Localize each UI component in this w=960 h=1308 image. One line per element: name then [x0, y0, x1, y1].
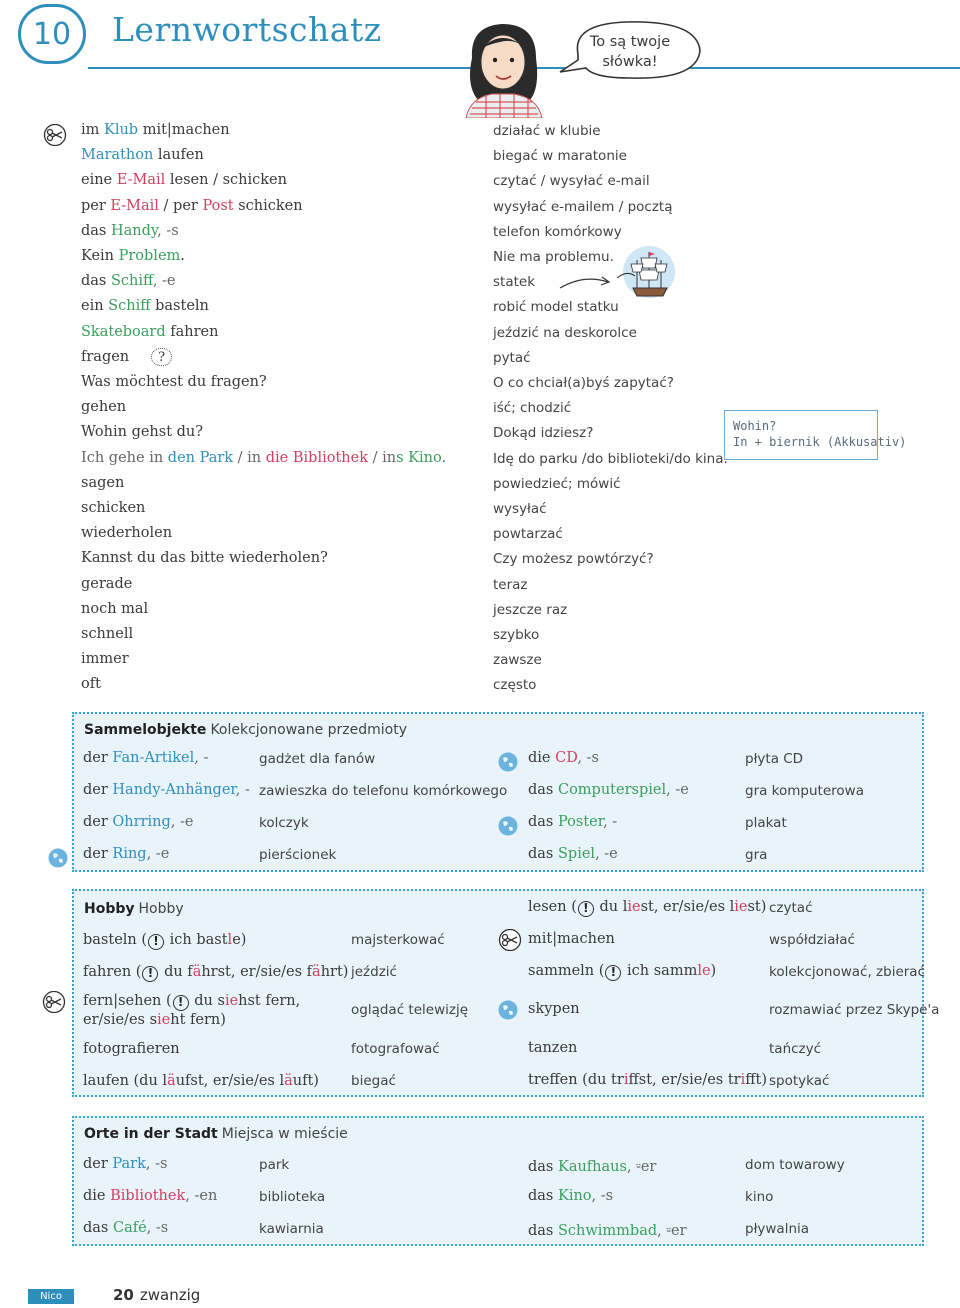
- text-segment: ä: [192, 964, 202, 980]
- text-segment: gerade: [81, 575, 133, 592]
- text-segment: du s: [189, 993, 225, 1009]
- text-segment: sammeln (: [528, 963, 605, 979]
- scissors-icon: [42, 991, 66, 1013]
- vocab-de: [81, 219, 179, 244]
- vocab-pl: Dokąd idziesz?: [493, 425, 594, 442]
- vocab-de: [81, 244, 185, 269]
- text-segment: er/sie/es s: [83, 1012, 158, 1028]
- text-segment: i: [623, 1072, 629, 1088]
- text-segment: Café: [112, 1220, 147, 1236]
- text-segment: Kannst du das bitte wiederholen?: [81, 550, 328, 567]
- text-segment: Ich gehe in: [81, 449, 168, 466]
- vocab-de: [81, 496, 145, 521]
- vocab-de: [81, 622, 133, 647]
- orte-box: [72, 1116, 924, 1246]
- text-segment: ein: [81, 298, 109, 315]
- exclamation-icon: !: [173, 995, 189, 1011]
- hobby-right-pl: spotykać: [769, 1073, 830, 1089]
- text-segment: , -e: [666, 782, 689, 798]
- text-segment: schicken: [81, 500, 146, 516]
- exclamation-icon: !: [148, 934, 164, 950]
- text-segment: ä: [284, 1073, 293, 1089]
- text-segment: fern|sehen (: [83, 993, 172, 1009]
- hobby-right-de: [528, 1001, 580, 1017]
- text-segment: per: [81, 197, 111, 214]
- section-title-pl: Kolekcjonowane przedmioty: [210, 722, 408, 738]
- text-segment: das: [528, 1159, 558, 1175]
- section-title: [84, 901, 184, 917]
- vocab-de: [81, 647, 129, 672]
- text-segment: das: [528, 1188, 558, 1204]
- sammelobjekte-box: [72, 712, 924, 872]
- text-segment: wiederholen: [81, 525, 173, 542]
- text-segment: Kino: [557, 1188, 592, 1204]
- text-segment: hrst, er/sie/es f: [201, 964, 313, 980]
- text-segment: E-Mail: [110, 197, 159, 214]
- vocab-pl: jeszcze raz: [493, 601, 568, 618]
- text-segment: , -en: [185, 1188, 218, 1204]
- text-segment: gehen: [81, 399, 127, 416]
- sammel-right-pl: plakat: [745, 815, 787, 831]
- text-segment: , -e: [152, 273, 176, 290]
- section-title-pl: Miejsca w mieście: [221, 1126, 348, 1142]
- text-segment: Was möchtest du fragen?: [81, 374, 267, 390]
- vocab-pl: zawsze: [493, 652, 542, 669]
- pointer-arrow-icon: [558, 272, 612, 292]
- text-segment: fahren: [165, 323, 219, 340]
- page-number-word: zwanzig: [139, 1286, 201, 1304]
- vocab-de: [81, 521, 172, 546]
- text-segment: , -e: [170, 814, 194, 830]
- text-segment: treffen (du tr: [528, 1072, 624, 1088]
- text-segment: Post: [202, 197, 234, 214]
- text-segment: der: [83, 782, 113, 798]
- text-segment: ie: [627, 899, 641, 915]
- text-segment: tanzen: [528, 1040, 578, 1056]
- text-segment: , -e: [146, 846, 170, 862]
- text-segment: ich samm: [622, 963, 698, 979]
- text-segment: .: [441, 449, 447, 466]
- text-segment: Ring: [112, 846, 147, 862]
- sammel-right-pl: płyta CD: [745, 751, 804, 767]
- wohin-note: [724, 410, 907, 460]
- text-segment: der: [83, 814, 113, 830]
- vocab-pl: Czy możesz powtórzyć?: [493, 551, 654, 568]
- wohin-note-text: In + biernik (Akkusativ): [733, 435, 907, 449]
- bubble-line-2: słówka!: [602, 54, 658, 70]
- text-segment: das: [81, 273, 111, 290]
- vocab-pl: telefon komórkowy: [493, 223, 622, 240]
- text-segment: Handy: [110, 222, 158, 239]
- vocab-pl: Nie ma problemu.: [493, 249, 614, 265]
- text-segment: das: [528, 1223, 558, 1239]
- text-segment: basteln (: [83, 932, 148, 948]
- hobby-left-pl: biegać: [351, 1073, 396, 1089]
- orte-right-de: [528, 1156, 656, 1176]
- text-segment: ie: [157, 1012, 171, 1028]
- page-number-digits: 20: [113, 1286, 134, 1304]
- globe-icon: [498, 752, 518, 772]
- hobby-left-de: [83, 1040, 180, 1058]
- text-segment: , -: [194, 750, 209, 766]
- text-segment: du f: [159, 964, 193, 980]
- thinking-cloud-icon: ?: [151, 348, 172, 366]
- text-segment: , -: [603, 814, 618, 830]
- ship-icon: [615, 244, 679, 304]
- page-title: Lernwortschatz: [112, 10, 382, 49]
- text-segment: ä: [167, 1073, 176, 1089]
- text-segment: , -s: [591, 1188, 614, 1204]
- text-segment: , -s: [146, 1220, 169, 1236]
- text-segment: lesen (: [528, 899, 577, 915]
- vocab-de: [81, 194, 303, 219]
- text-segment: mit|machen: [528, 931, 615, 947]
- text-segment: i: [740, 1072, 746, 1088]
- vocab-pl: Idę do parku /do biblioteki/do kina.: [493, 450, 728, 467]
- vocab-de: [81, 672, 101, 697]
- text-segment: , -s: [157, 222, 179, 239]
- scissors-icon: [498, 929, 522, 951]
- orte-right-de: [528, 1188, 613, 1204]
- girl-illustration-icon: [452, 18, 554, 118]
- vocab-pl: wysyłać: [493, 501, 547, 517]
- section-title: [84, 722, 407, 738]
- exclamation-icon: !: [578, 901, 594, 917]
- text-segment: ffst, er/sie/es tr: [628, 1072, 741, 1088]
- vocab-de: [81, 143, 204, 168]
- hobby-right-pl: tańczyć: [769, 1041, 822, 1057]
- vocab-pl: czytać / wysyłać e-mail: [493, 173, 650, 190]
- hobby-left-pl: oglądać telewizję: [351, 1002, 468, 1018]
- vocab-de: [81, 294, 209, 319]
- orte-left-pl: park: [259, 1157, 290, 1173]
- text-segment: das: [528, 814, 558, 830]
- text-segment: Computerspiel: [557, 782, 667, 798]
- orte-left-de: [83, 1156, 167, 1172]
- section-title-de: Sammelobjekte: [84, 722, 207, 738]
- footer-tab: Nico: [28, 1289, 74, 1304]
- text-segment: Handy-Anhänger: [112, 782, 236, 798]
- text-segment: der: [83, 750, 113, 766]
- sammel-right-de: [528, 814, 617, 830]
- globe-icon: [498, 1000, 518, 1020]
- text-segment: sagen: [81, 474, 125, 491]
- text-segment: ie: [224, 993, 239, 1009]
- sammel-left-pl: zawieszka do telefonu komórkowego: [259, 783, 508, 799]
- text-segment: Ohrring: [112, 814, 171, 830]
- text-segment: im: [81, 122, 104, 138]
- text-segment: le: [697, 963, 711, 979]
- text-segment: laufen (du l: [83, 1073, 168, 1089]
- vocab-de: [81, 320, 218, 345]
- text-segment: mit|machen: [138, 122, 230, 138]
- sammel-left-pl: kolczyk: [259, 815, 309, 831]
- text-segment: ich bast: [165, 932, 228, 948]
- text-segment: eine: [81, 172, 117, 189]
- hobby-right-de: [528, 963, 716, 981]
- sammel-left-de: [83, 814, 193, 830]
- orte-left-pl: biblioteka: [259, 1189, 326, 1205]
- vocab-pl: powiedzieć; mówić: [493, 475, 621, 492]
- vocab-pl: szybko: [493, 627, 540, 643]
- vocab-pl: pytać: [493, 349, 531, 366]
- text-segment: uft): [292, 1073, 319, 1089]
- vocab-pl: działać w klubie: [493, 123, 601, 139]
- section-title-de: Hobby: [84, 901, 135, 917]
- text-segment: Skateboard: [81, 323, 166, 340]
- text-segment: Fan-Artikel: [112, 750, 195, 766]
- hobby-left-de: [83, 963, 348, 982]
- orte-right-pl: kino: [745, 1189, 774, 1205]
- text-segment: hrt): [320, 964, 349, 980]
- globe-icon: [498, 816, 518, 836]
- text-segment: die: [265, 449, 289, 466]
- vocab-pl: O co chciał(a)byś zapytać?: [493, 375, 674, 391]
- vocab-de: [81, 168, 287, 193]
- text-segment: laufen: [153, 147, 204, 164]
- sammel-left-de: [83, 846, 169, 862]
- sammel-right-de: [528, 846, 618, 862]
- bubble-line-1: To są twoje: [589, 34, 671, 50]
- sammel-right-pl: gra komputerowa: [745, 783, 864, 799]
- text-segment: st): [747, 899, 767, 915]
- text-segment: basteln: [150, 298, 209, 315]
- sammel-right-de: [528, 750, 599, 766]
- text-segment: die: [83, 1188, 111, 1204]
- vocab-de: [81, 345, 172, 370]
- text-segment: Schiff: [110, 273, 153, 290]
- text-segment: E-Mail: [116, 172, 166, 189]
- text-segment: noch mal: [81, 600, 149, 617]
- vocab-de: [81, 471, 124, 496]
- text-segment: den: [167, 449, 195, 466]
- text-segment: st, er/sie/es l: [640, 899, 735, 915]
- hobby-right-de: [528, 899, 766, 917]
- orte-left-de: [83, 1188, 217, 1204]
- text-segment: , -: [235, 782, 250, 798]
- text-segment: die: [528, 750, 556, 766]
- text-segment: / per: [158, 197, 203, 214]
- vocab-de: [81, 269, 176, 294]
- vocab-pl: teraz: [493, 576, 528, 593]
- vocab-de: [81, 546, 328, 571]
- text-segment: Spiel: [557, 846, 596, 862]
- text-segment: lesen / schicken: [165, 172, 287, 189]
- scissors-icon: [43, 124, 67, 146]
- text-segment: fotografieren: [83, 1041, 180, 1057]
- orte-left-de: [83, 1220, 168, 1236]
- vocab-pl: iść; chodzić: [493, 400, 572, 417]
- text-segment: ä: [312, 964, 321, 980]
- text-segment: Kein: [81, 248, 119, 264]
- text-segment: ): [710, 963, 717, 979]
- vocab-de: [81, 420, 203, 445]
- text-segment: .: [180, 248, 185, 264]
- text-segment: du l: [594, 899, 628, 915]
- hobby-left-pl: majsterkować: [351, 932, 445, 948]
- text-segment: schnell: [81, 626, 134, 642]
- section-title-pl: Hobby: [138, 901, 184, 917]
- vocab-de: [81, 597, 148, 622]
- section-title-de: Orte in der Stadt: [84, 1126, 218, 1142]
- hobby-right-de: [528, 1040, 577, 1056]
- sammel-right-pl: gra: [745, 847, 768, 863]
- text-segment: , ⸚er: [626, 1159, 657, 1175]
- sammel-left-pl: pierścionek: [259, 847, 337, 863]
- vocab-de: [81, 395, 126, 420]
- text-segment: , -e: [595, 846, 618, 862]
- vocab-de: [81, 370, 267, 395]
- text-segment: l: [227, 932, 233, 948]
- exclamation-icon: !: [605, 965, 621, 981]
- text-segment: , ⸚er: [657, 1223, 687, 1239]
- hobby-left-pl: fotografować: [351, 1041, 440, 1057]
- vocab-de: [81, 446, 446, 471]
- sammel-left-de: [83, 750, 208, 766]
- vocab-pl: robić model statku: [493, 299, 619, 316]
- hobby-right-pl: kolekcjonować, zbierać: [769, 964, 925, 980]
- speech-bubble-text: [580, 32, 680, 72]
- orte-right-pl: pływalnia: [745, 1221, 810, 1237]
- section-title: [84, 1126, 348, 1142]
- text-segment: schicken: [233, 197, 303, 214]
- text-segment: fft): [745, 1072, 768, 1088]
- text-segment: , -s: [577, 750, 599, 766]
- hobby-box: [72, 889, 940, 1097]
- text-segment: fahren (: [83, 964, 142, 980]
- text-segment: Bibliothek: [292, 449, 369, 466]
- text-segment: Poster: [557, 814, 604, 830]
- text-segment: hst fern,: [238, 993, 301, 1009]
- hobby-right-pl: czytać: [769, 900, 813, 916]
- text-segment: der: [83, 1156, 113, 1172]
- text-segment: Kaufhaus: [557, 1159, 627, 1175]
- vocab-pl: powtarzać: [493, 526, 563, 543]
- page-number: [113, 1286, 200, 1304]
- text-segment: , -s: [145, 1156, 168, 1172]
- exclamation-icon: !: [142, 966, 158, 982]
- text-segment: das: [528, 782, 558, 798]
- text-segment: immer: [81, 651, 129, 668]
- hobby-right-de: [528, 1072, 767, 1088]
- text-segment: Problem: [118, 248, 181, 264]
- text-segment: Park: [112, 1156, 146, 1172]
- text-segment: ie: [734, 899, 748, 915]
- text-segment: das: [528, 846, 558, 862]
- text-segment: / in: [368, 449, 397, 466]
- sammel-right-de: [528, 782, 689, 798]
- text-segment: das: [81, 222, 111, 239]
- vocab-pl: biegać w maratonie: [493, 148, 627, 165]
- hobby-right-pl: współdziałać: [769, 932, 855, 948]
- text-segment: e): [232, 932, 247, 948]
- hobby-left-de: [83, 992, 300, 1029]
- text-segment: Bibliothek: [110, 1188, 186, 1204]
- text-segment: Marathon: [81, 147, 154, 164]
- text-segment: ufst, er/sie/es l: [175, 1073, 285, 1089]
- text-segment: Wohin gehst du?: [81, 424, 204, 441]
- text-segment: Schiff: [108, 298, 151, 315]
- wohin-note-title: Wohin?: [733, 419, 777, 433]
- text-segment: Schwimmbad: [557, 1223, 658, 1239]
- text-segment: / in: [233, 449, 266, 466]
- text-segment: CD: [555, 750, 578, 766]
- text-segment: das: [83, 1220, 113, 1236]
- hobby-left-de: [83, 1072, 319, 1090]
- vocab-pl: statek: [493, 274, 536, 291]
- hobby-left-pl: jeździć: [351, 964, 397, 980]
- orte-right-pl: dom towarowy: [745, 1157, 845, 1173]
- hobby-right-pl: rozmawiać przez Skype'a: [769, 1002, 940, 1018]
- text-segment: skypen: [528, 1001, 580, 1017]
- text-segment: Klub: [104, 122, 139, 138]
- vocab-de: [81, 118, 230, 143]
- vocab-de: [81, 572, 132, 597]
- vocab-pl: jeździć na deskorolce: [493, 324, 637, 341]
- orte-left-pl: kawiarnia: [259, 1221, 324, 1237]
- vocab-pl: często: [493, 677, 537, 694]
- orte-right-de: [528, 1220, 687, 1240]
- text-segment: der: [83, 846, 113, 862]
- text-segment: oft: [81, 676, 101, 693]
- globe-icon: [48, 848, 68, 868]
- hobby-right-de: [528, 931, 615, 947]
- text-segment: Kino: [408, 449, 442, 466]
- text-segment: ht fern): [170, 1012, 226, 1028]
- text-segment: fragen: [81, 348, 130, 365]
- text-segment: Park: [199, 449, 234, 466]
- vocab-pl: wysyłać e-mailem / pocztą: [493, 198, 673, 215]
- sammel-left-de: [83, 782, 250, 798]
- chapter-number-badge: 10: [18, 4, 86, 64]
- text-segment: s: [396, 449, 404, 466]
- sammel-left-pl: gadżet dla fanów: [259, 751, 376, 767]
- hobby-left-de: [83, 931, 246, 950]
